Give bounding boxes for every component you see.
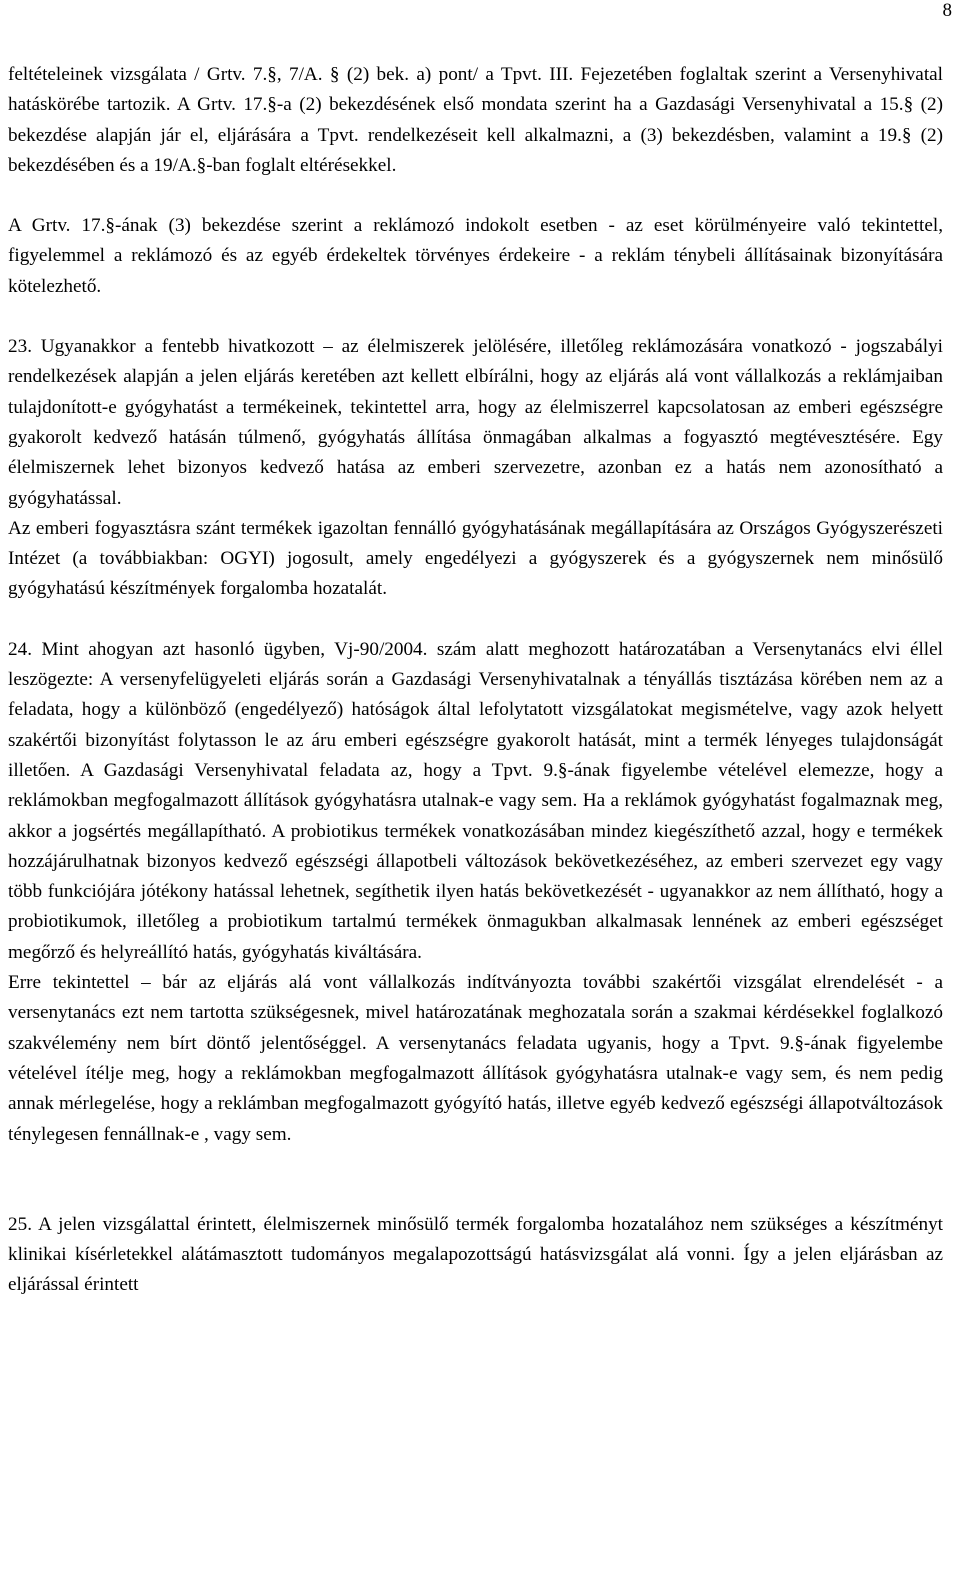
paragraph-expert-opinion: Erre tekintettel – bár az eljárás alá vont vállalkozás indítványozta további szakértői vizsgálat elrendelését - a versenytanács ezt nem tartotta szükségesnek, mivel határozatának meghozatala során a szakmai kérdésekkel foglalkozó szakvélemény nem bírt döntő jelentőséggel. A versenytanács feladata ugyanis, hogy a Tpvt. 9.§-ának figyelembe vételével ítélje meg, hogy a reklámokban megfogalmazott állítások gyógyhatásra utalnak-e vagy sem, és nem pedig annak mérlegelése, hogy a reklámban megfogalmazott gyógyító hatás, illetve egyéb kedvező egészségi állapotváltozások ténylegesen fennállnak-e , vagy sem. (8, 972, 943, 1145)
paragraph-25: 25. A jelen vizsgálattal érintett, élelmiszernek minősülő termék forgalomba hozatalához nem szükséges a készítményt klinikai kísérletekkel alátámasztott tudományos megalapozottságú hatásvizsgálat alá vonni. Így a jelen eljárásban az eljárással érintett (8, 1213, 943, 1296)
paragraph-24: 24. Mint ahogyan azt hasonló ügyben, Vj-90/2004. szám alatt meghozott határozatában a Versenytanács elvi éllel leszögezte: A versenyfelügyeleti eljárás során a Gazdasági Versenyhivatalnak a tényállás tisztázása körében nem az a feladata, hogy a különböző (engedélyező) hatóságok által lefolytatott vizsgálatokat megismételve, vagy azok helyett szakértői bizonyítást folytasson le az áru emberi egészségre gyakorolt hatását, mint a termék lényeges tulajdonságát illetően. A Gazdasági Versenyhivatal feladata az, hogy a Tpvt. 9.§-ának figyelembe vételével elemezze, hogy a reklámokban megfogalmazott állítások gyógyhatásra utalnak-e vagy sem. Ha a reklámok gyógyhatást fogalmaznak meg, akkor a jogsértés megállapítható. A probiotikus termékek vonatkozásában mindez kiegészíthető azzal, hogy e termékek hozzájárulhatnak bizonyos kedvező egészségi állapotbeli változások bekövetkezéséhez, az emberi szervezet egy vagy több funkciójára jótékony hatással lehetnek, segíthetik ilyen hatás bekövetkezését - ugyanakkor az nem állítható, hogy a probiotikumok, illetőleg a probiotikum tartalmú termékek önmagukban alkalmasak lennének az emberi egészséget megőrző és helyreállító hatás, gyógyhatás kiváltására. (8, 638, 943, 963)
paragraph-ogyi: Az emberi fogyasztásra szánt termékek igazoltan fennálló gyógyhatásának megállapítására az Országos Gyógyszerészeti Intézet (a továbbiakban: OGYI) jogosult, amely engedélyezi a gyógyszerek és a gyógyszernek nem minősülő gyógyhatású készítmények forgalomba hozatalát. (8, 517, 943, 600)
paragraph-23: 23. Ugyanakkor a fentebb hivatkozott – az élelmiszerek jelölésére, illetőleg reklámozására vonatkozó - jogszabályi rendelkezések alapján a jelen eljárás keretében azt kellett elbírálni, hogy az eljárás alá vont vállalkozás a reklámjaiban tulajdonított-e gyógyhatást a termékeinek, tekintettel arra, hogy az élelmiszerrel kapcsolatosan az emberi egészségre gyakorolt kedvező hatásán túlmenő, gyógyhatás állítása önmagában alkalmas a fogyasztó megtévesztésére. Egy élelmiszernek lehet bizonyos kedvező hatása az emberi szervezetre, azonban ez a hatás nem azonosítható a gyógyhatással. (8, 336, 943, 509)
page-number: 8 (942, 0, 952, 21)
paragraph-grtv-jurisdiction: feltételeinek vizsgálata / Grtv. 7.§, 7/A. § (2) bek. a) pont/ a Tpvt. III. Fejezetében foglaltak szerint a Versenyhivatal hatáskörébe tartozik. A Grtv. 17.§-a (2) bekezdésének első mondata szerint ha a Gazdasági Versenyhivatal a 15.§ (2) bekezdése alapján jár el, eljárására a Tpvt. rendelkezéseit kell alkalmazni, a (3) bekezdésben, valamint a 19.§ (2) bekezdésében és a 19/A.§-ban foglalt eltérésekkel. (8, 64, 943, 176)
document-body (8, 60, 943, 1301)
paragraph-grtv-17-3: A Grtv. 17.§-ának (3) bekezdése szerint a reklámozó indokolt esetben - az eset körülményeire való tekintettel, figyelemmel a reklámozó és az egyéb érdekeltek törvényes érdekeire - a reklám ténybeli állításainak bizonyítására kötelezhető. (8, 215, 943, 297)
